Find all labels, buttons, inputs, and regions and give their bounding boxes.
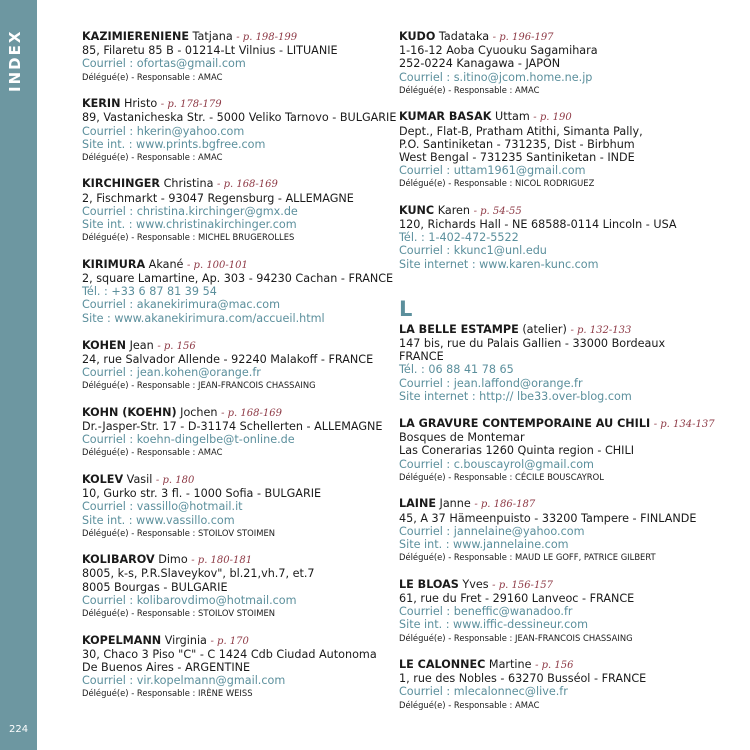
entry-surname: KUNC: [399, 203, 435, 217]
index-entry: [399, 30, 734, 96]
entry-role: Délégué(e) - Responsable : STOILOV STOIMEN: [82, 608, 276, 619]
entry-address-line: Dept., Flat-B, Pratham Atithi, Simanta Pally,: [399, 124, 643, 138]
entry-address-line: West Bengal - 731235 Santiniketan - INDE: [399, 150, 635, 164]
entry-contact-link[interactable]: Courriel : jean.kohen@orange.fr: [82, 366, 261, 380]
entry-address-line: 61, rue du Fret - 29160 Lanveoc - FRANCE: [399, 591, 635, 605]
entry-address-line: 147 bis, rue du Palais Gallien - 33000 Bordeaux: [399, 337, 666, 351]
index-entry: [82, 30, 387, 83]
entry-address-line: 120, Richards Hall - NE 68588-0114 Lincoln - USA: [399, 218, 677, 232]
entry-role: Délégué(e) - Responsable : NICOL RODRIGUEZ: [399, 178, 595, 189]
entry-address-line: Las Conerarias 1260 Quinta region - CHILI: [399, 444, 635, 458]
entry-role: Délégué(e) - Responsable : IRÈNE WEISS: [82, 688, 253, 699]
entry-heading: [399, 110, 734, 124]
entry-surname: KOHN (KOEHN): [82, 405, 177, 419]
entry-pages: - p. 190: [533, 112, 572, 124]
entry-heading: [82, 97, 387, 111]
entry-contact-link[interactable]: Site internet : http:// lbe33.over-blog.com: [399, 389, 632, 403]
entry-surname: KUDO: [399, 30, 436, 43]
index-entry: [399, 417, 734, 483]
entry-pages: - p. 196-197: [492, 32, 554, 43]
entry-pages: - p. 186-187: [474, 499, 536, 511]
entry-contact-link[interactable]: Courriel : ofortas@gmail.com: [82, 57, 246, 71]
entry-address-line: 1, rue des Nobles - 63270 Busséol - FRANCE: [399, 672, 647, 686]
entry-surname: KOPELMANN: [82, 633, 162, 647]
entry-address-line: 252-0224 Kanagawa - JAPON: [399, 57, 561, 71]
entry-role: Délégué(e) - Responsable : AMAC: [82, 71, 223, 82]
entry-firstname: Jochen: [180, 405, 218, 419]
index-entry: [82, 634, 387, 700]
entry-heading: [82, 553, 387, 567]
entry-pages: - p. 180-181: [191, 555, 253, 567]
entry-contact-link[interactable]: Site int. : www.vassillo.com: [82, 513, 235, 527]
entry-firstname: Hristo: [124, 97, 158, 111]
entry-contact-link[interactable]: Courriel : vir.kopelmann@gmail.com: [82, 674, 286, 688]
section-k-entries: [399, 30, 734, 271]
entry-role: Délégué(e) - Responsable : CÉCILE BOUSCAYROL: [399, 471, 604, 482]
entry-role: Délégué(e) - Responsable : AMAC: [399, 84, 540, 95]
entry-firstname: Jean: [129, 338, 154, 352]
entry-surname: LE BLOAS: [399, 577, 459, 591]
entry-surname: KOLEV: [82, 472, 124, 486]
entry-contact-link[interactable]: Courriel : s.itino@jcom.home.ne.jp: [399, 70, 593, 84]
entry-contact-link[interactable]: Courriel : mlecalonnec@live.fr: [399, 685, 568, 699]
entry-contact-link[interactable]: Tél. : 06 88 41 78 65: [399, 363, 514, 377]
entry-role: Délégué(e) - Responsable : MAUD LE GOFF, PATRICE GILBERT: [399, 552, 656, 563]
entry-heading: [399, 30, 734, 44]
entry-address-line: 10, Gurko str. 3 fl. - 1000 Sofia - BULGARIE: [82, 487, 322, 501]
entry-pages: - p. 156: [157, 340, 196, 352]
entry-heading: [82, 177, 387, 191]
right-column: [399, 30, 734, 725]
entry-address-line: 2, Fischmarkt - 93047 Regensburg - ALLEMAGNE: [82, 191, 354, 205]
entry-contact-link[interactable]: Courriel : christina.kirchinger@gmx.de: [82, 204, 298, 218]
index-entry: [82, 339, 387, 392]
entry-contact-link[interactable]: Site int. : www.christinakirchinger.com: [82, 218, 297, 232]
entry-firstname: Tadataka: [438, 30, 490, 43]
entry-firstname: (atelier): [522, 322, 567, 336]
entry-heading: [399, 578, 734, 592]
entry-surname: KIRIMURA: [82, 257, 146, 271]
entry-address-line: De Buenos Aires - ARGENTINE: [82, 661, 251, 674]
entry-firstname: Martine: [488, 658, 532, 671]
entry-firstname: Virginia: [164, 633, 207, 647]
entry-pages: - p. 134-137: [653, 419, 715, 431]
entry-contact-link[interactable]: Courriel : kolibarovdimo@hotmail.com: [82, 593, 297, 607]
entry-contact-link[interactable]: Courriel : vassillo@hotmail.it: [82, 500, 243, 514]
index-entry: [82, 553, 387, 619]
entry-contact-link[interactable]: Courriel : koehn-dingelbe@t-online.de: [82, 433, 295, 447]
entry-address-line: Bosques de Montemar: [399, 431, 525, 445]
entry-address-line: 2, square Lamartine, Ap. 303 - 94230 Cachan - FRANCE: [82, 271, 394, 285]
entry-role: Délégué(e) - Responsable : AMAC: [399, 699, 540, 710]
entry-pages: - p. 156: [535, 660, 574, 671]
entry-firstname: Janne: [439, 497, 471, 511]
left-column: [82, 30, 397, 714]
entry-surname: LA GRAVURE CONTEMPORAINE AU CHILI: [399, 417, 651, 431]
entry-surname: KERIN: [82, 97, 121, 111]
entry-address-line: 30, Chaco 3 Piso "C" - C 1424 Cdb Ciudad Autonoma: [82, 647, 377, 661]
entry-firstname: Akané: [148, 257, 184, 271]
index-entry: [399, 658, 734, 711]
entry-pages: - p. 168-169: [221, 407, 282, 419]
index-entry: [82, 97, 397, 163]
entry-pages: - p. 54-55: [473, 205, 522, 217]
entry-firstname: Uttam: [495, 110, 530, 124]
entry-heading: [82, 634, 387, 648]
entry-contact-link[interactable]: Courriel : akanekirimura@mac.com: [82, 298, 280, 312]
entry-surname: LAINE: [399, 497, 436, 511]
entry-heading: [399, 417, 734, 431]
entry-firstname: Vasil: [126, 472, 153, 486]
entry-firstname: Tatjana: [192, 30, 233, 43]
entry-pages: - p. 180: [155, 474, 195, 486]
entry-contact-link[interactable]: Courriel : uttam1961@gmail.com: [399, 164, 586, 178]
entry-contact-link[interactable]: Tél. : +33 6 87 81 39 54: [82, 285, 217, 299]
entry-contact-link[interactable]: Courriel : hkerin@yahoo.com: [82, 124, 245, 138]
entry-pages: - p. 168-169: [217, 179, 278, 191]
index-entry: [399, 323, 734, 403]
entry-role: Délégué(e) - Responsable : AMAC: [82, 151, 223, 162]
entry-heading: [82, 339, 387, 353]
entry-address-line: 45, A 37 Hämeenpuisto - 33200 Tampere - FINLANDE: [399, 511, 697, 525]
index-entry: [82, 177, 387, 243]
entry-firstname: Christina: [163, 177, 214, 191]
entry-surname: KOLIBAROV: [82, 553, 155, 567]
entry-pages: - p. 198-199: [236, 32, 298, 43]
entry-heading: [82, 406, 387, 420]
entry-surname: KOHEN: [82, 338, 127, 352]
index-entry: [82, 406, 387, 459]
entry-address-line: 8005 Bourgas - BULGARIE: [82, 580, 228, 594]
entry-contact-link[interactable]: Courriel : jannelaine@yahoo.com: [399, 524, 585, 538]
entry-contact-link[interactable]: Site internet : www.karen-kunc.com: [399, 257, 599, 271]
entry-address-line: Dr.-Jasper-Str. 17 - D-31174 Schellerten - ALLEMAGNE: [82, 420, 383, 434]
entry-heading: [82, 258, 387, 272]
entry-contact-link[interactable]: Courriel : kkunc1@unl.edu: [399, 244, 547, 258]
entry-address-line: 1-16-12 Aoba Cyuouku Sagamihara: [399, 44, 598, 58]
entry-heading: [399, 497, 734, 511]
entry-address-line: 8005, k-s, P.R.Slaveykov", bl.21,vh.7, et.7: [82, 567, 315, 581]
index-entry: [399, 578, 734, 644]
index-entry: [399, 110, 734, 190]
entry-role: Délégué(e) - Responsable : JEAN-FRANCOIS CHASSAING: [82, 380, 316, 391]
entry-heading: [399, 323, 734, 337]
entry-surname: LE CALONNEC: [399, 658, 486, 671]
letter-heading: L: [399, 296, 413, 321]
entry-surname: KIRCHINGER: [82, 177, 160, 191]
entry-surname: LA BELLE ESTAMPE: [399, 322, 519, 336]
entry-heading: [399, 658, 734, 672]
entry-surname: KAZIMIERENIENE: [82, 30, 189, 43]
entry-address-line: P.O. Santiniketan - 731235, Dist - Birbhum: [399, 137, 635, 151]
entry-contact-link[interactable]: Courriel : jean.laffond@orange.fr: [399, 376, 583, 390]
entry-contact-link[interactable]: Site int. : www.iffic-dessineur.com: [399, 618, 588, 632]
entry-role: Délégué(e) - Responsable : STOILOV STOIMEN: [82, 527, 276, 538]
entry-contact-link[interactable]: Courriel : beneffic@wanadoo.fr: [399, 605, 573, 619]
entry-pages: - p. 178-179: [160, 99, 222, 111]
index-sidebar: [0, 0, 37, 750]
entry-role: Délégué(e) - Responsable : JEAN-FRANCOIS CHASSAING: [399, 632, 633, 643]
entry-heading: [82, 473, 387, 487]
entry-pages: - p. 132-133: [570, 324, 632, 336]
entry-pages: - p. 156-157: [492, 579, 554, 591]
entry-contact-link[interactable]: Site int. : www.prints.bgfree.com: [82, 137, 266, 151]
section-l-entries: [399, 323, 734, 711]
entry-contact-link[interactable]: Courriel : c.bouscayrol@gmail.com: [399, 457, 594, 471]
index-entry: [399, 204, 734, 271]
entry-address-line: 24, rue Salvador Allende - 92240 Malakoff - FRANCE: [82, 352, 374, 366]
index-entry: [82, 257, 394, 325]
entry-contact-link[interactable]: Site : www.akanekirimura.com/accueil.html: [82, 311, 325, 325]
sidebar-title: INDEX: [6, 29, 24, 92]
entry-contact-link[interactable]: Tél. : 1-402-472-5522: [399, 231, 519, 245]
index-entry: [82, 473, 387, 539]
entry-contact-link[interactable]: Site int. : www.jannelaine.com: [399, 537, 569, 551]
entry-firstname: Yves: [462, 577, 489, 591]
page-number: 224: [9, 724, 29, 735]
entry-firstname: Karen: [437, 203, 471, 217]
entry-heading: [399, 204, 734, 218]
entry-pages: - p. 170: [210, 635, 249, 647]
entry-pages: - p. 100-101: [187, 259, 248, 271]
entry-heading: [82, 30, 387, 44]
entry-role: Délégué(e) - Responsable : MICHEL BRUGEROLLES: [82, 232, 295, 243]
entry-address-line: 89, Vastanicheska Str. - 5000 Veliko Tarnovo - BULGARIE: [82, 111, 397, 125]
entry-role: Délégué(e) - Responsable : AMAC: [82, 447, 223, 458]
index-entry: [399, 497, 734, 563]
entry-firstname: Dimo: [158, 553, 188, 567]
entry-address-line: 85, Filaretu 85 B - 01214-Lt Vilnius - LITUANIE: [82, 44, 338, 58]
entry-surname: KUMAR BASAK: [399, 110, 492, 124]
entry-address-line: FRANCE: [399, 350, 444, 364]
